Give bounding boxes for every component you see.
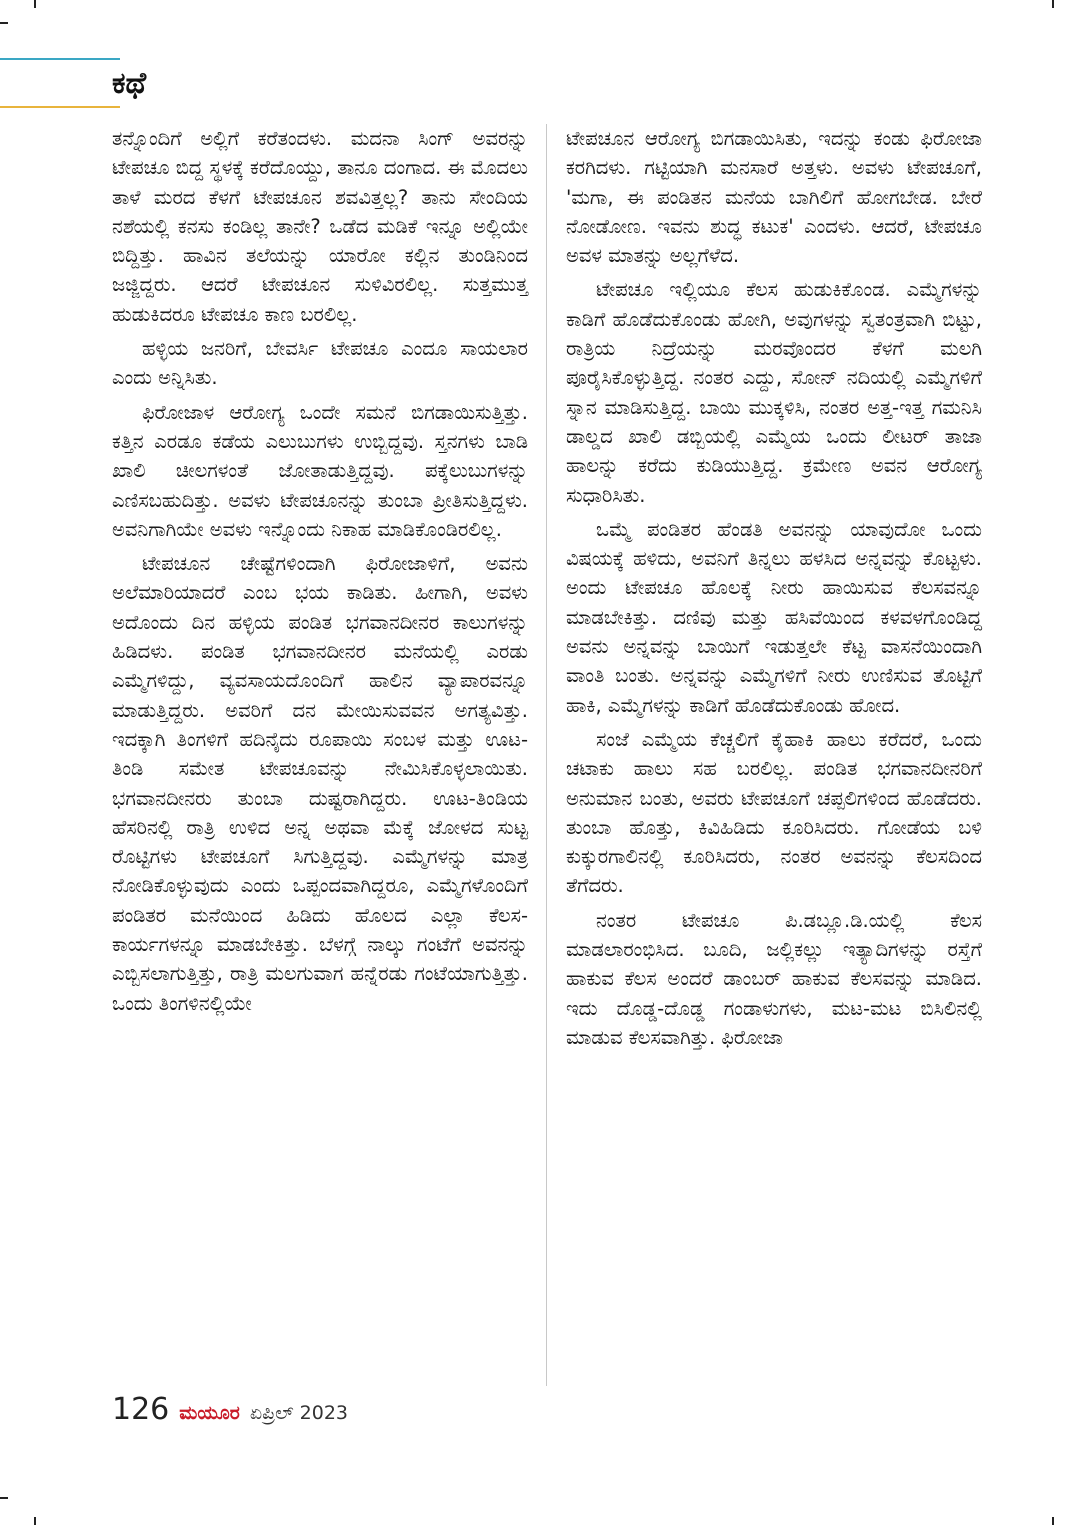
issue-date: ಏಪ್ರಿಲ್ 2023 (249, 1402, 348, 1424)
crop-mark (1052, 0, 1054, 8)
header-rule-top (0, 58, 120, 60)
header-rule-bottom (0, 106, 120, 108)
left-column (112, 124, 528, 1023)
paragraph: ಒಮ್ಮೆ ಪಂಡಿತರ ಹೆಂಡತಿ ಅವನನ್ನು ಯಾವುದೋ ಒಂದು ವಿಷಯಕ್ಕೆ ಹಳಿದು, ಅವನಿಗೆ ತಿನ್ನಲು ಹಳಸಿದ ಅನ್ನವನ್ನು ಕೊಟ್ಟಳು. ಅಂದು ಟೇಪಚೂ ಹೊಲಕ್ಕೆ ನೀರು ಹಾಯಿಸುವ ಕೆಲಸವನ್ನೂ ಮಾಡಬೇಕಿತ್ತು. ದಣಿವು ಮತ್ತು ಹಸಿವೆಯಿಂದ ಕಳವಳಗೊಂಡಿದ್ದ ಅವನು ಅನ್ನವನ್ನು ಬಾಯಿಗೆ ಇಡುತ್ತಲೇ ಕೆಟ್ಟ ವಾಸನೆಯಿಂದಾಗಿ ವಾಂತಿ ಬಂತು. ಅನ್ನವನ್ನು ಎಮ್ಮೆಗಳಿಗೆ ನೀರು ಉಣಿಸುವ ತೊಟ್ಟಿಗೆ ಹಾಕಿ, ಎಮ್ಮೆಗಳನ್ನು ಕಾಡಿಗೆ ಹೊಡೆದುಕೊಂಡು ಹೋದ. (566, 517, 982, 717)
page-number: 126 (112, 1392, 170, 1427)
paragraph: ನಂತರ ಟೇಪಚೂ ಪಿ.ಡಬ್ಲೂ.ಡಿ.ಯಲ್ಲಿ ಕೆಲಸ ಮಾಡಲಾರಂಭಿಸಿದ. ಬೂದಿ, ಜಲ್ಲಿಕಲ್ಲು ಇತ್ಯಾದಿಗಳನ್ನು ರಸ್ತೆಗೆ ಹಾಕುವ ಕೆಲಸ ಅಂದರೆ ಡಾಂಬರ್ ಹಾಕುವ ಕೆಲಸವನ್ನು ಮಾಡಿದ. ಇದು ದೊಡ್ಡ-ದೊಡ್ಡ ಗಂಡಾಳುಗಳು, ಮಟ-ಮಟ ಬಿಸಿಲಿನಲ್ಲಿ ಮಾಡುವ ಕೆಲಸವಾಗಿತ್ತು. ಫಿರೋಜಾ (566, 908, 982, 1049)
crop-mark (34, 1517, 36, 1525)
crop-mark (0, 22, 8, 24)
paragraph: ತನ್ನೊಂದಿಗೆ ಅಲ್ಲಿಗೆ ಕರೆತಂದಳು. ಮದನಾ ಸಿಂಗ್ ಅವರನ್ನು ಟೇಪಚೂ ಬಿದ್ದ ಸ್ಥಳಕ್ಕೆ ಕರೆದೊಯ್ದು, ತಾನೂ ದಂಗಾದ. ಈ ಮೊದಲು ತಾಳೆ ಮರದ ಕೆಳಗೆ ಟೇಪಚೂನ ಶವವಿತ್ತಲ್ಲ? ತಾನು ಸೇಂದಿಯ ನಶೆಯಲ್ಲಿ ಕನಸು ಕಂಡಿಲ್ಲ ತಾನೇ? ಒಡೆದ ಮಡಿಕೆ ಇನ್ನೂ ಅಲ್ಲಿಯೇ ಬಿದ್ದಿತ್ತು. ಹಾವಿನ ತಲೆಯನ್ನು ಯಾರೋ ಕಲ್ಲಿನ ತುಂಡಿನಿಂದ ಜಜ್ಜಿದ್ದರು. ಆದರೆ ಟೇಪಚೂನ ಸುಳಿವಿರಲಿಲ್ಲ. ಸುತ್ತಮುತ್ತ ಹುಡುಕಿದರೂ ಟೇಪಚೂ ಕಾಣ ಬರಲಿಲ್ಲ. (112, 127, 528, 326)
page-footer (112, 1392, 348, 1432)
paragraph: ಹಳ್ಳಿಯ ಜನರಿಗೆ, ಬೇವರ್ಸಿ ಟೇಪಚೂ ಎಂದೂ ಸಾಯಲಾರ ಎಂದು ಅನ್ನಿಸಿತು. (112, 337, 528, 390)
magazine-logo: ಮಯೂರ (179, 1402, 240, 1424)
crop-mark (1052, 1517, 1054, 1525)
paragraph: ಫಿರೋಜಾಳ ಆರೋಗ್ಯ ಒಂದೇ ಸಮನೆ ಬಿಗಡಾಯಿಸುತ್ತಿತ್ತು. ಕತ್ತಿನ ಎರಡೂ ಕಡೆಯ ಎಲುಬುಗಳು ಉಬ್ಬಿದ್ದವು. ಸ್ತನಗಳು ಬಾಡಿ ಖಾಲಿ ಚೀಲಗಳಂತೆ ಜೋತಾಡುತ್ತಿದ್ದವು. ಪಕ್ಕೆಲುಬುಗಳನ್ನು ಎಣಿಸಬಹುದಿತ್ತು. ಅವಳು ಟೇಪಚೂನನ್ನು ತುಂಬಾ ಪ್ರೀತಿಸುತ್ತಿದ್ದಳು. ಅವನಿಗಾಗಿಯೇ ಅವಳು ಇನ್ನೊಂದು ನಿಕಾಹ ಮಾಡಿಕೊಂಡಿರಲಿಲ್ಲ. (112, 400, 528, 541)
crop-mark (34, 0, 36, 8)
paragraph: ಟೇಪಚೂ ಇಲ್ಲಿಯೂ ಕೆಲಸ ಹುಡುಕಿಕೊಂಡ. ಎಮ್ಮೆಗಳನ್ನು ಕಾಡಿಗೆ ಹೊಡೆದುಕೊಂಡು ಹೋಗಿ, ಅವುಗಳನ್ನು ಸ್ವತಂತ್ರವಾಗಿ ಬಿಟ್ಟು, ರಾತ್ರಿಯ ನಿದ್ರೆಯನ್ನು ಮರವೊಂದರ ಕೆಳಗೆ ಮಲಗಿ ಪೂರೈಸಿಕೊಳ್ಳುತ್ತಿದ್ದ. ನಂತರ ಎದ್ದು, ಸೋನ್ ನದಿಯಲ್ಲಿ ಎಮ್ಮೆಗಳಿಗೆ ಸ್ನಾನ ಮಾಡಿಸುತ್ತಿದ್ದ. ಬಾಯಿ ಮುಕ್ಕಳಿಸಿ, ನಂತರ ಅತ್ತ-ಇತ್ತ ಗಮನಿಸಿ ಡಾಲ್ಡದ ಖಾಲಿ ಡಬ್ಬಿಯಲ್ಲಿ ಎಮ್ಮೆಯ ಒಂದು ಲೀಟರ್ ತಾಜಾ ಹಾಲನ್ನು ಕರೆದು ಕುಡಿಯುತ್ತಿದ್ದ. ಕ್ರಮೇಣ ಅವನ ಆರೋಗ್ಯ ಸುಧಾರಿಸಿತು. (566, 278, 982, 507)
section-title: ಕಥೆ (112, 66, 147, 101)
paragraph: ಟೇಪಚೂನ ಆರೋಗ್ಯ ಬಿಗಡಾಯಿಸಿತು, ಇದನ್ನು ಕಂಡು ಫಿರೋಜಾ ಕರಗಿದಳು. ಗಟ್ಟಿಯಾಗಿ ಮನಸಾರೆ ಅತ್ತಳು. ಅವಳು ಟೇಪಚೂಗೆ, 'ಮಗಾ, ಈ ಪಂಡಿತನ ಮನೆಯ ಬಾಗಿಲಿಗೆ ಹೋಗಬೇಡ. ಬೇರೆ ನೋಡೋಣ. ಇವನು ಶುದ್ಧ ಕಟುಕ' ಎಂದಳು. ಆದರೆ, ಟೇಪಚೂ ಅವಳ ಮಾತನ್ನು ಅಲ್ಲಗೆಳೆದ. (566, 127, 982, 268)
right-column (566, 124, 982, 1057)
crop-mark (0, 1497, 8, 1499)
column-divider (546, 124, 547, 1386)
paragraph: ಟೇಪಚೂನ ಚೇಷ್ಟೆಗಳಿಂದಾಗಿ ಫಿರೋಜಾಳಿಗೆ, ಅವನು ಅಲೆಮಾರಿಯಾದರೆ ಎಂಬ ಭಯ ಕಾಡಿತು. ಹೀಗಾಗಿ, ಅವಳು ಅದೊಂದು ದಿನ ಹಳ್ಳಿಯ ಪಂಡಿತ ಭಗವಾನದೀನರ ಕಾಲುಗಳನ್ನು ಹಿಡಿದಳು. ಪಂಡಿತ ಭಗವಾನದೀನರ ಮನೆಯಲ್ಲಿ ಎರಡು ಎಮ್ಮೆಗಳಿದ್ದು, ವ್ಯವಸಾಯದೊಂದಿಗೆ ಹಾಲಿನ ವ್ಯಾಪಾರವನ್ನೂ ಮಾಡುತ್ತಿದ್ದರು. ಅವರಿಗೆ ದನ ಮೇಯಿಸುವವನ ಅಗತ್ಯವಿತ್ತು. ಇದಕ್ಕಾಗಿ ತಿಂಗಳಿಗೆ ಹದಿನೈದು ರೂಪಾಯಿ ಸಂಬಳ ಮತ್ತು ಊಟ-ತಿಂಡಿ ಸಮೇತ ಟೇಪಚೂವನ್ನು ನೇಮಿಸಿಕೊಳ್ಳಲಾಯಿತು. ಭಗವಾನದೀನರು ತುಂಬಾ ದುಷ್ಟರಾಗಿದ್ದರು. ಊಟ-ತಿಂಡಿಯ ಹೆಸರಿನಲ್ಲಿ ರಾತ್ರಿ ಉಳಿದ ಅನ್ನ ಅಥವಾ ಮೆಕ್ಕೆ ಜೋಳದ ಸುಟ್ಟ ರೊಟ್ಟಿಗಳು ಟೇಪಚೂಗೆ ಸಿಗುತ್ತಿದ್ದವು. ಎಮ್ಮೆಗಳನ್ನು ಮಾತ್ರ ನೋಡಿಕೊಳ್ಳುವುದು ಎಂದು ಒಪ್ಪಂದವಾಗಿದ್ದರೂ, ಎಮ್ಮೆಗಳೊಂದಿಗೆ ಪಂಡಿತರ ಮನೆಯಿಂದ ಹಿಡಿದು ಹೊಲದ ಎಲ್ಲಾ ಕೆಲಸ-ಕಾರ್ಯಗಳನ್ನೂ ಮಾಡಬೇಕಿತ್ತು. ಬೆಳಗ್ಗೆ ನಾಲ್ಕು ಗಂಟೆಗೆ ಅವನನ್ನು ಎಬ್ಬಿಸಲಾಗುತ್ತಿತ್ತು, ರಾತ್ರಿ ಮಲಗುವಾಗ ಹನ್ನೆರಡು ಗಂಟೆಯಾಗುತ್ತಿತ್ತು. ಒಂದು ತಿಂಗಳಿನಲ್ಲಿಯೇ (112, 552, 528, 1015)
paragraph: ಸಂಜೆ ಎಮ್ಮೆಯ ಕೆಚ್ಚಲಿಗೆ ಕೈಹಾಕಿ ಹಾಲು ಕರೆದರೆ, ಒಂದು ಚಟಾಕು ಹಾಲು ಸಹ ಬರಲಿಲ್ಲ. ಪಂಡಿತ ಭಗವಾನದೀನರಿಗೆ ಅನುಮಾನ ಬಂತು, ಅವರು ಟೇಪಚೂಗೆ ಚಪ್ಪಲಿಗಳಿಂದ ಹೊಡೆದರು. ತುಂಬಾ ಹೊತ್ತು, ಕಿವಿಹಿಡಿದು ಕೂರಿಸಿದರು. ಗೋಡೆಯ ಬಳಿ ಕುಕ್ಕುರಗಾಲಿನಲ್ಲಿ ಕೂರಿಸಿದರು, ನಂತರ ಅವನನ್ನು ಕೆಲಸದಿಂದ ತೆಗೆದರು. (566, 727, 982, 898)
